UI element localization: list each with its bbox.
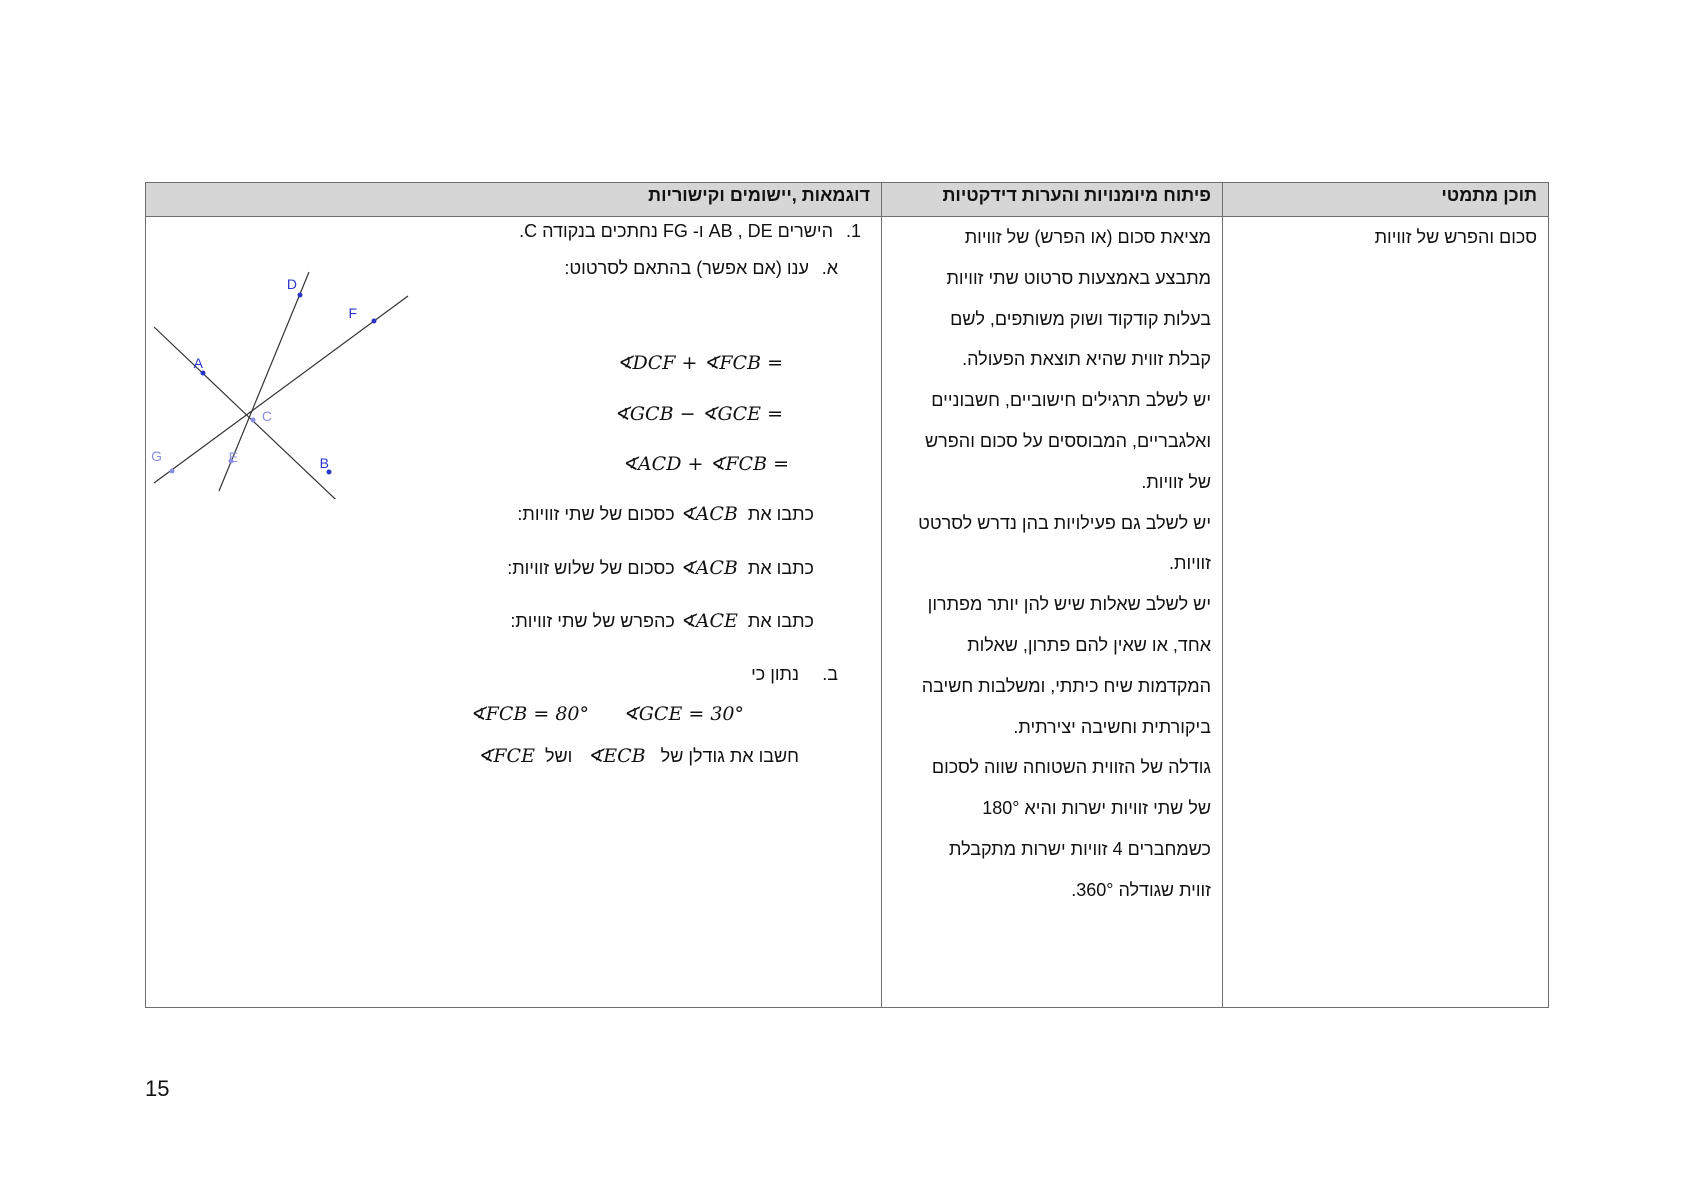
point-g <box>170 469 175 474</box>
point-c <box>251 418 256 423</box>
given-fcb: ∢FCB = 80° <box>469 703 589 725</box>
didactic-line: של זוויות. <box>1141 471 1211 492</box>
didactic-line: של שתי זוויות ישרות והיא 180° <box>982 798 1211 819</box>
didactic-line: זוויות. <box>1169 553 1211 574</box>
didactic-line: כשמחברים 4 זוויות ישרות מתקבלת <box>949 838 1211 859</box>
content-cell <box>1223 217 1549 1008</box>
examples-content <box>146 217 881 1007</box>
examples-cell <box>146 217 882 1008</box>
part-b-label: ב. <box>822 664 838 684</box>
didactic-line: יש לשלב גם פעילויות בהן נדרש לסרטט <box>918 512 1211 533</box>
didactic-line: יש לשלב שאלות שיש להן יותר מפתרון <box>927 594 1211 615</box>
calc-angle-ecb: ∢ECB <box>587 745 646 767</box>
header-row <box>146 183 1549 217</box>
write2-suffix: כסכום של שלוש זוויות: <box>507 558 675 578</box>
write-task-1 <box>517 503 814 525</box>
write1-suffix: כסכום של שתי זוויות: <box>517 504 675 524</box>
write2-prefix: כתבו את <box>747 558 814 578</box>
page-number: 15 <box>145 1076 170 1101</box>
write-task-3 <box>510 610 814 632</box>
didactic-line: בעלות קודקוד ושוק משותפים, לשם <box>950 308 1211 329</box>
calc-task <box>477 745 799 767</box>
given-gce: ∢GCE = 30° <box>622 703 744 725</box>
label-d: D <box>286 276 297 292</box>
label-f: F <box>348 305 357 321</box>
didactic-line: יש לשלב תרגילים חישוביים, חשבוניים <box>931 390 1211 411</box>
write1-prefix: כתבו את <box>747 504 814 524</box>
didactic-line: גודלה של הזווית השטוחה שווה לסכום <box>931 757 1211 778</box>
header-examples: דוגמאות ,יישומים וקישוריות <box>146 183 882 217</box>
point-a <box>201 371 206 376</box>
didactic-line: ואלגבריים, המבוססים על סכום והפרש <box>925 430 1211 451</box>
equation-1: ∢DCF + ∢FCB = <box>616 352 783 374</box>
didactic-line: קבלת זווית שהיא תוצאת הפעולה. <box>962 349 1211 370</box>
intersecting-lines-diagram <box>146 269 416 499</box>
content-topic: סכום והפרש של זוויות <box>1374 227 1537 247</box>
point-f <box>372 319 377 324</box>
didactic-line: זווית שגודלה 360°. <box>1071 879 1211 900</box>
part-a-text: ענו (אם אפשר) בהתאם לסרטוט: <box>564 258 809 278</box>
calc-angle-fce: ∢FCE <box>477 745 535 767</box>
label-e: E <box>228 449 238 465</box>
write1-angle: ∢ACB <box>679 503 738 525</box>
calc-and: ושל <box>544 746 573 766</box>
curriculum-table <box>145 182 1549 1008</box>
label-g: G <box>151 448 162 464</box>
equation-2: ∢GCB − ∢GCE = <box>613 403 783 425</box>
part-a-label: א. <box>821 258 838 278</box>
didactic-line: ביקורתית וחשיבה יצירתית. <box>1013 716 1211 737</box>
write2-angle: ∢ACB <box>679 557 738 579</box>
item1-text: הישרים AB , DE ו- FG נחתכים בנקודה C. <box>519 221 833 241</box>
didactic-line: מתבצע באמצעות סרטוט שתי זוויות <box>946 267 1211 288</box>
line-ab <box>154 327 352 499</box>
line-fg <box>154 296 408 483</box>
table-row <box>146 217 1549 1008</box>
write-task-2 <box>507 557 814 579</box>
header-didactic: פיתוח מיומנויות והערות דידקטיות <box>882 183 1223 217</box>
didactic-line: מציאת סכום (או הפרש) של זוויות <box>964 227 1211 247</box>
part-b-text: נתון כי <box>751 664 799 684</box>
didactic-line: המקדמות שיח כיתתי, ומשלבות חשיבה <box>921 675 1211 696</box>
equation-3: ∢ACD + ∢FCB = <box>622 453 789 475</box>
calc-prefix: חשבו את גודלן של <box>660 746 799 766</box>
item1-number: 1. <box>845 221 861 241</box>
label-a: A <box>193 355 203 371</box>
didactic-cell <box>882 217 1223 1008</box>
write3-angle: ∢ACE <box>679 610 738 632</box>
label-c: C <box>261 408 272 424</box>
label-b: B <box>319 455 329 471</box>
write3-prefix: כתבו את <box>747 611 814 631</box>
write3-suffix: כהפרש של שתי זוויות: <box>510 611 675 631</box>
header-content: תוכן מתמטי <box>1223 183 1549 217</box>
didactic-line: אחד, או שאין להם פתרון, שאלות <box>967 634 1211 655</box>
point-d <box>298 293 303 298</box>
